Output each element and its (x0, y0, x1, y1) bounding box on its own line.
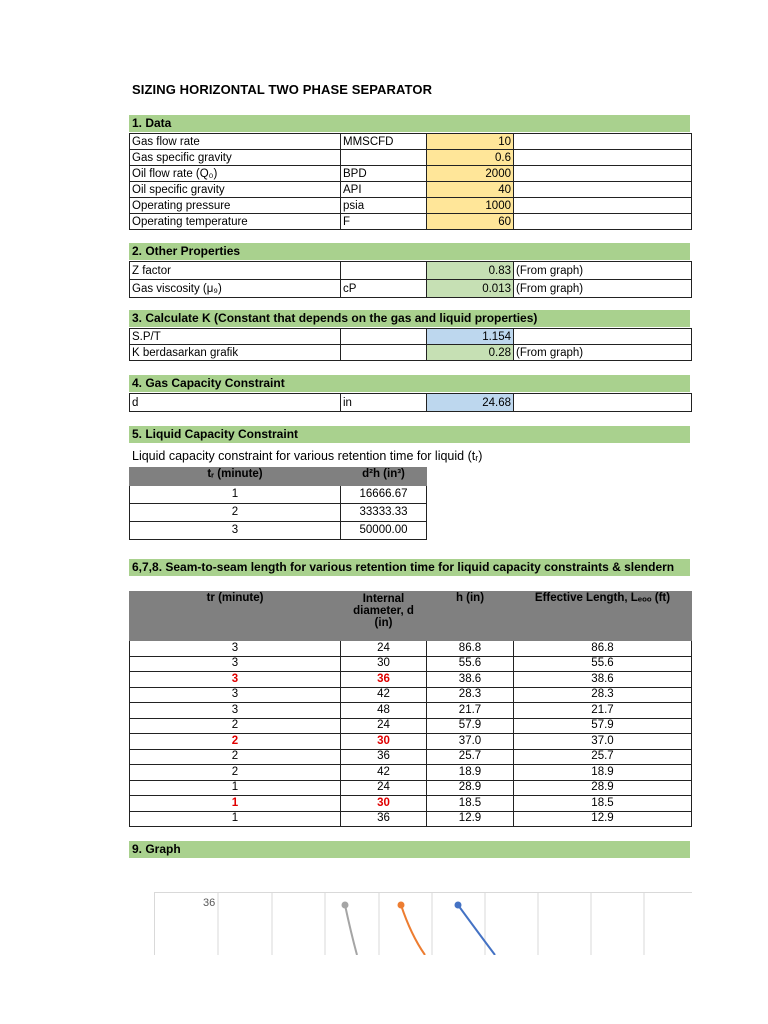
graph-gridlines (218, 893, 644, 955)
seam-length-diameter: 48 (341, 703, 427, 719)
col-internal-diameter-line1: Internal (362, 593, 405, 605)
seam-length-tr: 3 (130, 672, 341, 688)
data-row (130, 166, 692, 182)
seam-length-row (130, 749, 692, 765)
seam-length-tr: 2 (130, 718, 341, 734)
liquid-row (130, 522, 427, 540)
data-label: Gas flow rate (130, 134, 341, 150)
graph-series-line-blue (458, 905, 495, 955)
section-liquid-capacity-header: 5. Liquid Capacity Constraint (129, 426, 690, 443)
data-unit (341, 150, 427, 166)
seam-length-h: 55.6 (427, 656, 514, 672)
data-unit: API (341, 182, 427, 198)
graph-svg (155, 893, 692, 955)
section-data-header: 1. Data (129, 115, 690, 132)
col-internal-diameter-line3: (in) (374, 617, 393, 629)
seam-length-row (130, 718, 692, 734)
data-unit: psia (341, 198, 427, 214)
k-label: K berdasarkan grafik (130, 345, 341, 361)
data-note (514, 214, 692, 230)
other-property-value: 0.83 (427, 262, 514, 280)
seam-length-effective: 55.6 (514, 656, 692, 672)
seam-length-tr: 1 (130, 780, 341, 796)
k-value: 1.154 (427, 329, 514, 345)
seam-length-diameter: 36 (341, 749, 427, 765)
col-effective-length: Effective Length, Lₑₒₒ (ft) (514, 592, 692, 641)
seam-length-diameter: 36 (341, 672, 427, 688)
data-value: 60 (427, 214, 514, 230)
seam-length-effective: 38.6 (514, 672, 692, 688)
seam-length-row (130, 687, 692, 703)
graph-series-line-orange (401, 905, 425, 955)
graph-series-point-orange (398, 902, 405, 909)
seam-length-row (130, 703, 692, 719)
seam-length-effective: 37.0 (514, 734, 692, 750)
seam-length-h: 21.7 (427, 703, 514, 719)
col-tr: tr (minute) (130, 592, 341, 641)
gas-capacity-table (129, 393, 692, 412)
seam-length-row (130, 765, 692, 781)
seam-length-diameter: 30 (341, 796, 427, 812)
seam-length-row (130, 734, 692, 750)
seam-length-diameter: 30 (341, 656, 427, 672)
k-unit (341, 345, 427, 361)
data-unit: F (341, 214, 427, 230)
seam-length-tr: 2 (130, 765, 341, 781)
section-graph-header: 9. Graph (129, 841, 690, 858)
seam-length-h: 25.7 (427, 749, 514, 765)
seam-length-diameter: 24 (341, 641, 427, 657)
seam-length-diameter: 24 (341, 718, 427, 734)
data-value: 0.6 (427, 150, 514, 166)
data-label: Gas specific gravity (130, 150, 341, 166)
gas-value: 24.68 (427, 394, 514, 412)
liquid-capacity-note: Liquid capacity constraint for various retention time for liquid (tᵣ) (132, 449, 483, 463)
seam-length-tr: 3 (130, 641, 341, 657)
data-label: Oil specific gravity (130, 182, 341, 198)
col-internal-diameter-line2: diameter, d (353, 605, 414, 617)
seam-length-h: 12.9 (427, 811, 514, 827)
col-h: h (in) (427, 592, 514, 641)
seam-length-effective: 18.9 (514, 765, 692, 781)
liquid-retention-time: 2 (130, 504, 341, 522)
data-note (514, 134, 692, 150)
data-row (130, 198, 692, 214)
seam-length-h: 18.5 (427, 796, 514, 812)
other-property-note: (From graph) (514, 262, 692, 280)
data-note (514, 150, 692, 166)
gas-note (514, 394, 692, 412)
section-gas-capacity-header: 4. Gas Capacity Constraint (129, 375, 690, 392)
graph-series-point-gray (342, 902, 349, 909)
seam-length-effective: 28.9 (514, 780, 692, 796)
data-label: Operating pressure (130, 198, 341, 214)
k-row (130, 329, 692, 345)
k-note (514, 329, 692, 345)
seam-length-tr: 2 (130, 734, 341, 750)
graph-area (154, 892, 692, 955)
k-value: 0.28 (427, 345, 514, 361)
liquid-row (130, 486, 427, 504)
k-unit (341, 329, 427, 345)
other-property-row (130, 262, 692, 280)
data-note (514, 198, 692, 214)
liquid-row (130, 504, 427, 522)
seam-length-diameter: 24 (341, 780, 427, 796)
seam-length-row (130, 672, 692, 688)
seam-length-h: 37.0 (427, 734, 514, 750)
gas-unit: in (341, 394, 427, 412)
seam-length-effective: 86.8 (514, 641, 692, 657)
page-title: SIZING HORIZONTAL TWO PHASE SEPARATOR (132, 82, 433, 97)
seam-length-row (130, 641, 692, 657)
liquid-col-tr: tᵣ (minute) (130, 468, 341, 486)
data-table (129, 133, 692, 230)
seam-length-diameter: 30 (341, 734, 427, 750)
other-property-label: Gas viscosity (μ₉) (130, 280, 341, 298)
gas-label: d (130, 394, 341, 412)
seam-length-effective: 28.3 (514, 687, 692, 703)
seam-length-tr: 3 (130, 656, 341, 672)
seam-length-row (130, 796, 692, 812)
seam-length-row (130, 811, 692, 827)
seam-length-diameter: 36 (341, 811, 427, 827)
seam-length-effective: 12.9 (514, 811, 692, 827)
seam-length-effective: 57.9 (514, 718, 692, 734)
data-row (130, 214, 692, 230)
section-calculate-k-header: 3. Calculate K (Constant that depends on the gas and liquid properties) (129, 310, 690, 327)
seam-length-effective: 18.5 (514, 796, 692, 812)
seam-length-h: 57.9 (427, 718, 514, 734)
other-property-note: (From graph) (514, 280, 692, 298)
liquid-retention-time: 1 (130, 486, 341, 504)
seam-length-h: 28.3 (427, 687, 514, 703)
liquid-col-d2h: d²h (in³) (341, 468, 427, 486)
data-value: 10 (427, 134, 514, 150)
seam-length-tr: 3 (130, 703, 341, 719)
seam-length-h: 38.6 (427, 672, 514, 688)
seam-length-diameter: 42 (341, 765, 427, 781)
data-note (514, 166, 692, 182)
data-label: Oil flow rate (Q₀) (130, 166, 341, 182)
seam-length-diameter: 42 (341, 687, 427, 703)
liquid-d2h-value: 33333.33 (341, 504, 427, 522)
other-property-value: 0.013 (427, 280, 514, 298)
seam-length-tr: 1 (130, 796, 341, 812)
data-unit: BPD (341, 166, 427, 182)
k-note: (From graph) (514, 345, 692, 361)
liquid-retention-time: 3 (130, 522, 341, 540)
data-row (130, 134, 692, 150)
other-property-label: Z factor (130, 262, 341, 280)
data-value: 2000 (427, 166, 514, 182)
data-unit: MMSCFD (341, 134, 427, 150)
data-note (514, 182, 692, 198)
data-value: 1000 (427, 198, 514, 214)
section-seam-length-header: 6,7,8. Seam-to-seam length for various retention time for liquid capacity constraints & slendern (129, 559, 690, 576)
liquid-header-row (130, 468, 427, 486)
data-value: 40 (427, 182, 514, 198)
seam-length-effective: 21.7 (514, 703, 692, 719)
k-row (130, 345, 692, 361)
liquid-capacity-table (129, 467, 427, 540)
seam-length-effective: 25.7 (514, 749, 692, 765)
section-other-properties-header: 2. Other Properties (129, 243, 690, 260)
calculate-k-table (129, 328, 692, 361)
graph-series-line-gray (345, 905, 357, 955)
seam-length-row (130, 656, 692, 672)
seam-length-h: 18.9 (427, 765, 514, 781)
seam-length-tr: 3 (130, 687, 341, 703)
data-row (130, 150, 692, 166)
graph-y-tick-label: 36 (203, 897, 216, 909)
seam-length-tr: 1 (130, 811, 341, 827)
seam-length-h: 86.8 (427, 641, 514, 657)
data-row (130, 182, 692, 198)
other-property-unit: cP (341, 280, 427, 298)
liquid-d2h-value: 50000.00 (341, 522, 427, 540)
col-internal-diameter (341, 592, 427, 641)
data-label: Operating temperature (130, 214, 341, 230)
seam-length-row (130, 780, 692, 796)
graph-series-point-blue (455, 902, 462, 909)
gas-capacity-row (130, 394, 692, 412)
other-properties-table (129, 261, 692, 298)
seam-length-tr: 2 (130, 749, 341, 765)
other-property-row (130, 280, 692, 298)
seam-length-h: 28.9 (427, 780, 514, 796)
liquid-d2h-value: 16666.67 (341, 486, 427, 504)
seam-length-header-row (130, 592, 692, 641)
seam-length-table (129, 591, 692, 827)
k-label: S.P/T (130, 329, 341, 345)
other-property-unit (341, 262, 427, 280)
